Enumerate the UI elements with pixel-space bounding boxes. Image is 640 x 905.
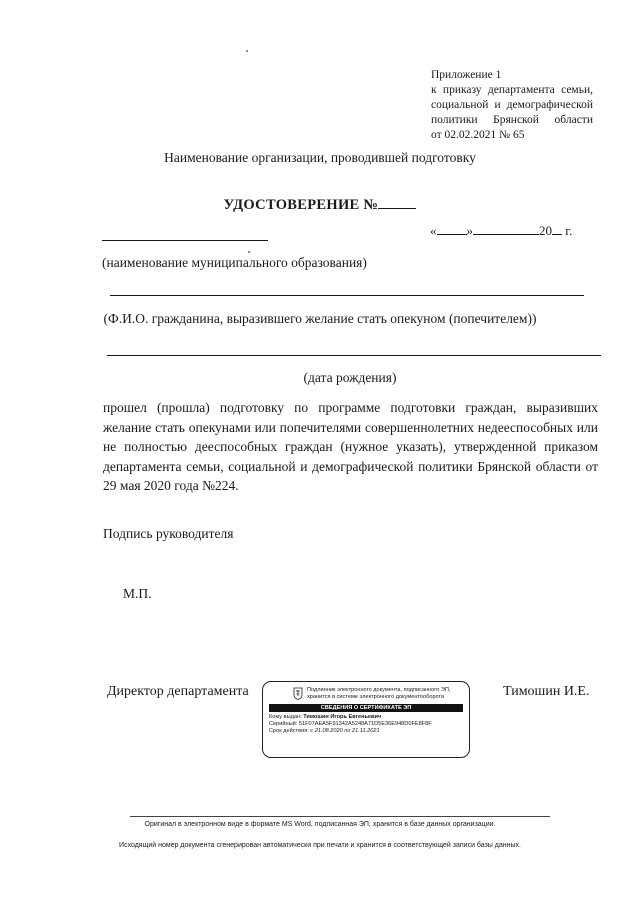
director-name: Тимошин И.Е. [503,684,590,699]
stamp-validity-row [269,728,465,735]
date-month-blank [473,222,539,235]
scan-speck [248,251,250,253]
stamp-validity-label: Срок действия: [269,728,311,735]
annex-block [431,68,593,143]
municipality-caption: (наименование муниципального образования) [102,255,367,270]
e-signature-stamp [262,681,470,758]
stamp-section-title: СВЕДЕНИЯ О СЕРТИФИКАТЕ ЭП [269,704,463,712]
footer-line: Оригинал в электронном виде в формате MS Word, подписанная ЭП, хранится в базе данных организации. [144,821,496,828]
certificate-number-blank [378,194,416,209]
annex-line: политики Брянской области [431,114,593,126]
stamp-validity: с 21.08.2020 по 21.11.2021 [310,728,380,735]
fio-caption: (Ф.И.О. гражданина, выразившего желание стать опекуном (попечителем)) [103,311,537,326]
certificate-title [0,194,640,214]
seal-label: М.П. [123,586,152,601]
footer-divider [130,816,550,817]
birth-date-line [107,355,601,356]
date-open-quote: « [430,223,437,238]
birth-date-caption: (дата рождения) [303,370,397,385]
annex-line: от 02.02.2021 № 65 [431,129,525,141]
coat-of-arms-icon [293,687,303,700]
municipality-line [102,240,268,241]
stamp-details [269,714,465,736]
date-suffix: г. [562,223,573,238]
stamp-header [307,687,467,700]
fio-line [110,295,584,296]
director-title: Директор департамента [107,684,249,699]
body-paragraph: прошел (прошла) подготовку по программе подготовки граждан, выразивших желание стать опекунами или попечителями совершеннолетних недееспособных или не полностью дееспособных граждан (нужное указать), утвержденной приказом департамента семьи, социальной и демографической политики Брянской области от 29 мая 2020 года №224. [103,400,598,493]
head-signature-label: Подпись руководителя [103,526,234,541]
date-year-blank [552,222,562,235]
annex-line: к приказу департамента семьи, [431,84,593,96]
scan-speck [246,50,248,52]
stamp-issued-to: Тимошин Игорь Евгеньевич [303,714,382,720]
stamp-issued-to-label: Кому выдан: [269,714,304,720]
issue-date [430,222,572,239]
stamp-serial-label: Серийный: [269,721,299,728]
certificate-title-text: УДОСТОВЕРЕНИЕ № [223,197,379,213]
annex-line: социальной и демографической [431,99,593,111]
date-close-quote: » [466,223,473,238]
stamp-serial: 51F07AEA5F91342A5248A71D5E36E948D0FE8F8F [298,721,432,728]
organization-heading: Наименование организации, проводившей подготовку [164,150,476,165]
annex-line: Приложение 1 [431,69,502,81]
stamp-header-line: хранится в системе электронного документооборота [307,693,445,700]
footer-line: Исходящий номер документа сгенерирован автоматически при печати и хранится в соответствующей записи базы данных. [119,842,521,849]
stamp-header-line: Подлинник электронного документа, подписанного ЭП, [307,687,451,693]
date-year-prefix: 20 [539,223,552,238]
date-day-blank [437,222,467,235]
